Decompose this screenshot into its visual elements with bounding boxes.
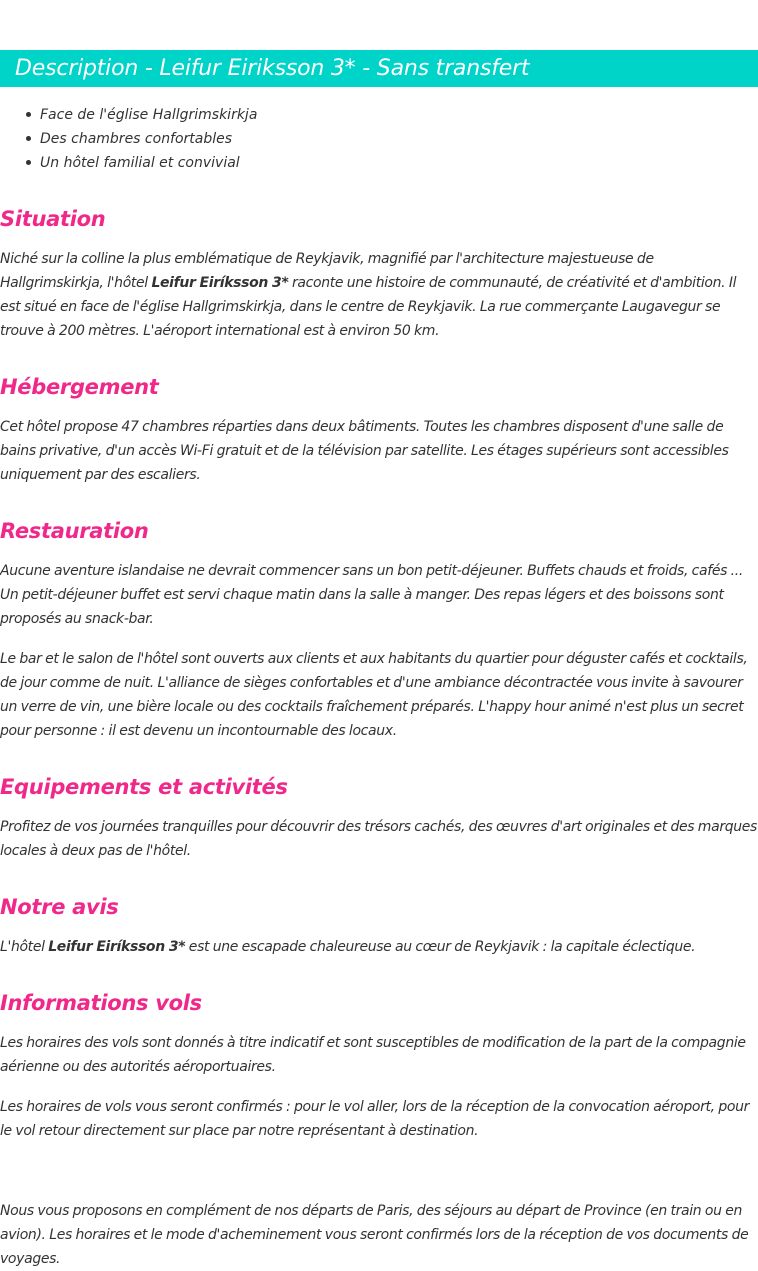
- hebergement-heading: Hébergement: [0, 375, 159, 399]
- situation-text-end: raconte une histoire de communauté, de créativité et d'ambition. Il est situé en face de l'église Hallgrimskirkja, dans le centre de Reykjavik. La rue commerçante Laugavegur se trouve à 200 mètres. L'aéroport international est à environ 50 km.: [0, 275, 737, 339]
- hebergement-paragraph: Cet hôtel propose 47 chambres réparties dans deux bâtiments. Toutes les chambres disposent d'une salle de bains privative, d'un accès Wi-Fi gratuit et de la télévision par satellite. Les étages supérieurs sont accessibles uniquement par des escaliers.: [0, 419, 729, 483]
- description-banner: [0, 50, 758, 87]
- situation-paragraph: [0, 247, 758, 343]
- highlights-list: [0, 103, 257, 175]
- hotel-name: Leifur Eiríksson 3*: [151, 275, 289, 291]
- equipements-paragraph: Profitez de vos journées tranquilles pour découvrir des trésors cachés, des œuvres d'art originales et des marques locales à deux pas de l'hôtel.: [0, 819, 757, 859]
- vols-heading: Informations vols: [0, 991, 202, 1015]
- restauration-heading: Restauration: [0, 519, 149, 543]
- avis-text-start: L'hôtel: [0, 939, 49, 955]
- situation-heading: Situation: [0, 207, 106, 231]
- restauration-paragraph-1: Aucune aventure islandaise ne devrait commencer sans un bon petit-déjeuner. Buffets chauds et froids, cafés ... Un petit-déjeuner buffet est servi chaque matin dans la salle à manger. Des repas légers et des boissons sont proposés au snack-bar.: [0, 563, 743, 627]
- highlight-item: Face de l'église Hallgrimskirkja: [0, 103, 257, 127]
- page-title: Description - Leifur Eiriksson 3* - Sans transfert: [15, 56, 530, 81]
- highlight-item: Un hôtel familial et convivial: [0, 151, 257, 175]
- situation-text-start: Niché sur la colline la plus emblématique de Reykjavik, magnifié par l'architecture majestueuse de Hallgrimskirkja, l'hôtel: [0, 251, 654, 291]
- vols-paragraph-3: Nous vous proposons en complément de nos départs de Paris, des séjours au départ de Province (en train ou en avion). Les horaires et le mode d'acheminement vous seront confirmés lors de la réception de vos documents de voyages.: [0, 1203, 749, 1267]
- highlight-item: Des chambres confortables: [0, 127, 257, 151]
- avis-text-end: est une escapade chaleureuse au cœur de Reykjavik : la capitale éclectique.: [185, 939, 696, 955]
- avis-heading: Notre avis: [0, 895, 119, 919]
- equipements-heading: Equipements et activités: [0, 775, 288, 799]
- vols-paragraph-1: Les horaires des vols sont donnés à titre indicatif et sont susceptibles de modification de la part de la compagnie aérienne ou des autorités aéroportuaires.: [0, 1035, 746, 1075]
- restauration-paragraph-2: Le bar et le salon de l'hôtel sont ouverts aux clients et aux habitants du quartier pour déguster cafés et cocktails, de jour comme de nuit. L'alliance de sièges confortables et d'une ambiance décontractée vous invite à savourer un verre de vin, une bière locale ou des cocktails fraîchement préparés. L'happy hour animé n'est plus un secret pour personne : il est devenu un incontournable des locaux.: [0, 651, 748, 739]
- hotel-name: Leifur Eiríksson 3*: [48, 939, 186, 955]
- avis-paragraph: [0, 935, 758, 959]
- vols-paragraph-2: Les horaires de vols vous seront confirmés : pour le vol aller, lors de la réception de la convocation aéroport, pour le vol retour directement sur place par notre représentant à destination.: [0, 1099, 750, 1139]
